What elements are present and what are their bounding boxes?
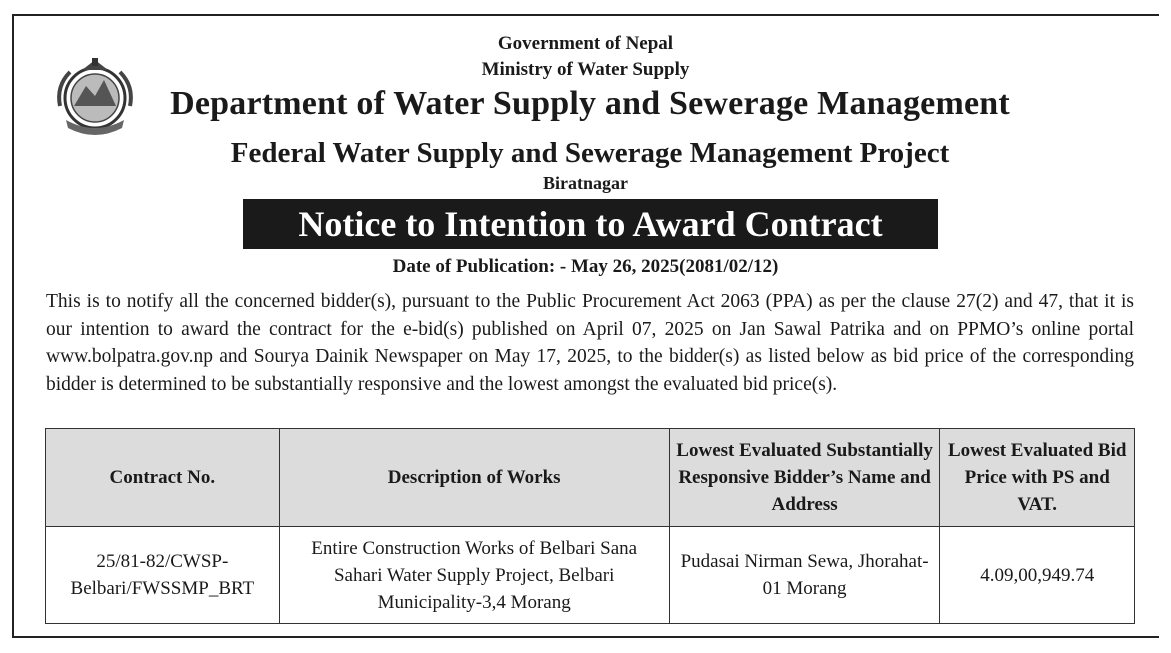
project-title: Federal Water Supply and Sewerage Management Project — [230, 137, 950, 169]
table-header-row — [46, 429, 1135, 527]
header-price: Lowest Evaluated Bid Price with PS and VAT. — [940, 429, 1135, 527]
notice-body: This is to notify all the concerned bidder(s), pursuant to the Public Procurement Act 2063 (PPA) as per the clause 27(2) and 47, that it is our intention to award the contract for the e-bid(s) published on April 07, 2025 on Jan Sawal Patrika and on PPMO’s online portal www.bolpatra.gov.np and Sourya Dainik Newspaper on May 17, 2025, to the bidder(s) as listed below as bid price of the corresponding bidder is determined to be substantially responsive and the lowest amongst the evaluated bid price(s). — [46, 291, 1134, 395]
award-table — [45, 428, 1135, 624]
table-row — [46, 527, 1135, 624]
government-line: Government of Nepal — [497, 33, 674, 54]
notice-title: Notice to Intention to Award Contract — [243, 199, 938, 249]
cell-price: 4.09,00,949.74 — [940, 527, 1135, 624]
header-bidder: Lowest Evaluated Substantially Responsive Bidder’s Name and Address — [669, 429, 940, 527]
ministry-line: Ministry of Water Supply — [481, 59, 690, 80]
cell-bidder: Pudasai Nirman Sewa, Jhorahat-01 Morang — [669, 527, 940, 624]
department-title: Department of Water Supply and Sewerage Management — [170, 85, 1010, 122]
cell-contract-no: 25/81-82/CWSP-Belbari/FWSSMP_BRT — [46, 527, 280, 624]
publication-date: Date of Publication: - May 26, 2025(2081/02/12) — [392, 256, 779, 277]
header-contract-no: Contract No. — [46, 429, 280, 527]
cell-description: Entire Construction Works of Belbari Sana Sahari Water Supply Project, Belbari Municipality-3,4 Morang — [279, 527, 669, 624]
header-description: Description of Works — [279, 429, 669, 527]
location-line: Biratnagar — [543, 173, 628, 193]
